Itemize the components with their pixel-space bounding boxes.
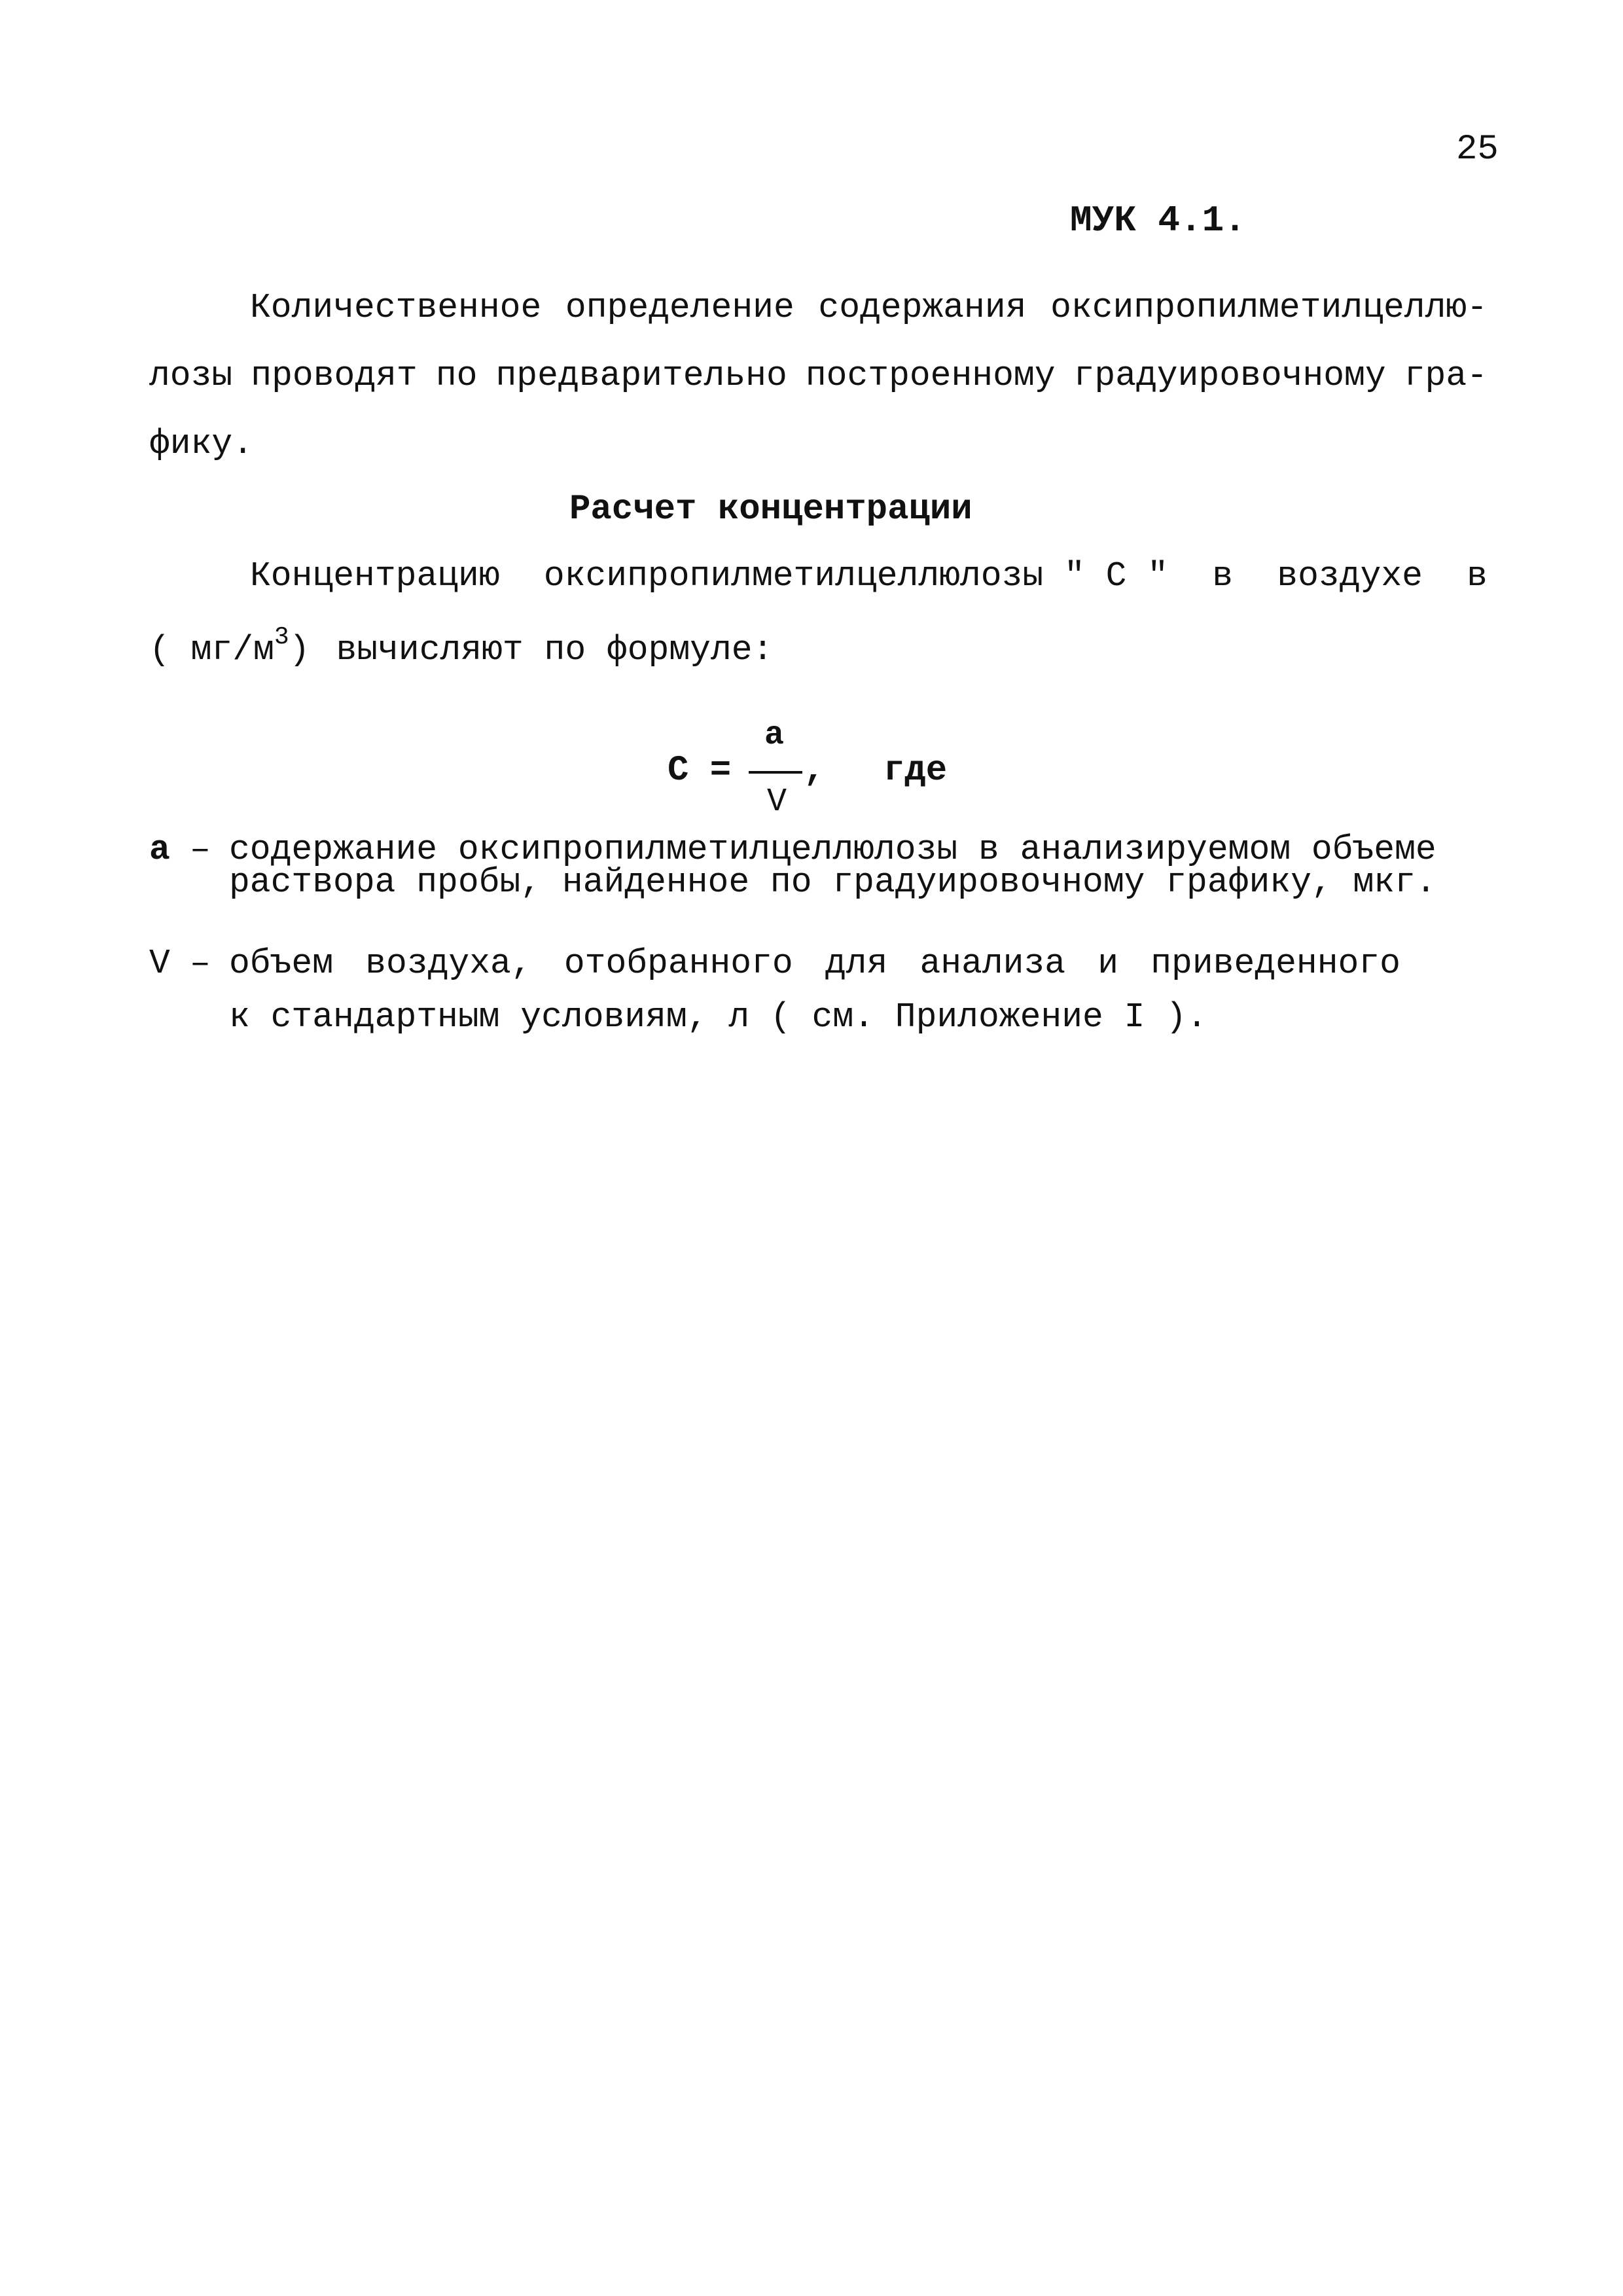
paragraph2-line1 [250,556,1488,596]
word: Количественное [250,288,542,327]
page-number: 25 [1456,130,1499,170]
word: в [1212,556,1234,596]
word: гра- [1404,356,1488,395]
paragraph2-line2 [149,623,773,670]
word: по [435,356,478,395]
paragraph1-line1 [250,288,1488,327]
word: Концентрацию [250,556,500,596]
word: отобранного [563,944,793,983]
word: воздуха, [365,944,532,983]
word: объем [229,944,334,983]
definition-a-line1: содержание оксипропилметилцеллюлозы в анализируемом объеме [229,830,1436,869]
definition-a-symbol: а [149,830,170,869]
word: анализа [919,944,1066,983]
paragraph1-line2 [149,356,1488,395]
fraction-bar [749,771,802,774]
word: приведенного [1150,944,1400,983]
word: проводят [251,356,418,395]
word: содержания [818,288,1027,327]
word: в [1467,556,1488,596]
section-heading: Расчет концентрации [569,490,972,529]
formula-denominator: V [767,783,787,821]
word: оксипропилметилцеллюлозы " С " [543,556,1169,596]
formula-numerator: а [764,717,785,754]
formula-comma: , [804,751,825,791]
word: для [825,944,888,983]
formula-lhs: С = [668,751,732,791]
word: градуировочному [1073,356,1386,395]
formula-intro: вычисляют по формуле: [336,630,774,670]
paragraph1-line3: фику. [149,424,254,463]
unit-text: ( мг/м [149,630,274,670]
word: лозы [149,356,233,395]
definition-v-symbol: V [149,944,170,983]
unit-superscript: 3 [274,623,289,651]
word: определение [565,288,794,327]
word: построенному [805,356,1056,395]
word: предварительно [495,356,787,395]
formula-where: где [883,751,948,791]
definition-v-line2: к стандартным условиям, л ( см. Приложение I ). [229,997,1207,1037]
word: воздухе [1277,556,1423,596]
definition-a-dash: – [190,830,211,869]
definition-v-dash: – [190,944,211,983]
document-code: МУК 4.1. [1070,200,1246,242]
formula [668,717,982,834]
definition-v-line1 [229,944,1400,983]
definition-a-line2: раствора пробы, найденное по градуировочному графику, мкг. [229,863,1436,902]
word: и [1097,944,1119,983]
word: оксипропилметилцеллю- [1050,288,1488,327]
unit-close: ) [289,630,310,670]
